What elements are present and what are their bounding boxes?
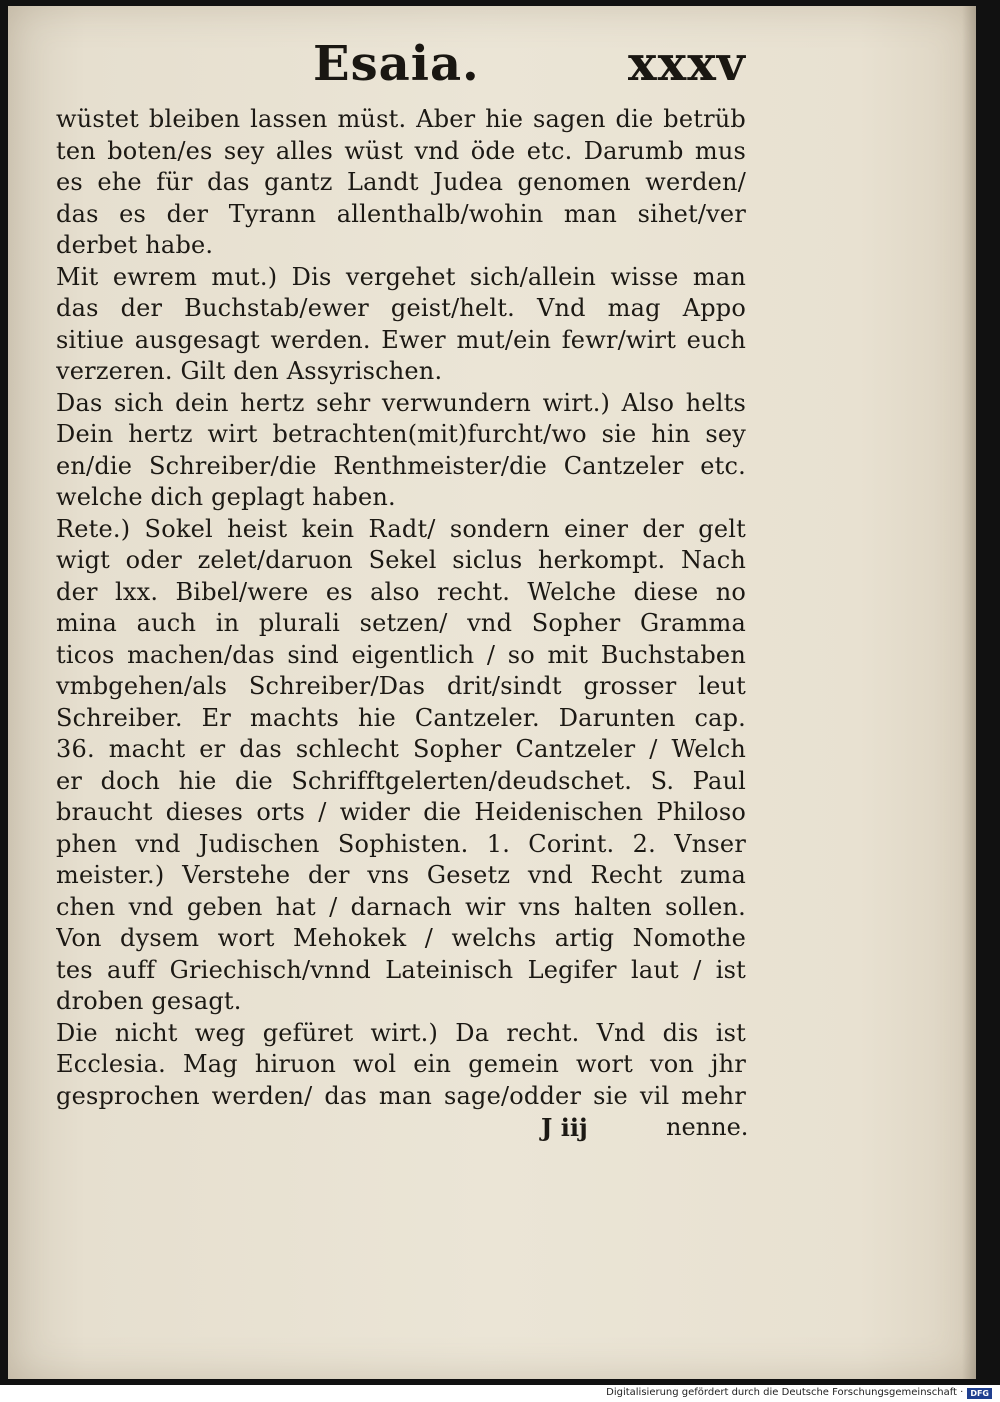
page-edge-shadow [962,6,976,1379]
text-line: das es der Tyrann allenthalb/wohin man sihet/ver [56,199,746,228]
text-line: gesprochen werden/ das man sage/odder sie vil mehr [56,1081,746,1110]
book-page [8,6,976,1379]
text-line: 36. macht er das schlecht Sopher Cantzeler / Welch [56,735,746,763]
text-line: wigt oder zelet/daruon Sekel siclus herkompt. Nach [56,546,746,574]
text-line: Ecclesia. Mag hiruon wol ein gemein wort von jhr [56,1050,746,1078]
text-line: Rete.) Sokel heist kein Radt/ sondern einer der gelt [56,514,746,543]
text-line: Mit ewrem mut.) Dis vergehet sich/allein wisse man [56,262,746,291]
text-line: en/die Schreiber/die Renthmeister/die Cantzeler etc. [56,451,746,480]
text-line: welche dich geplagt haben. [56,483,396,511]
text-line: wüstet bleiben lassen müst. Aber hie sagen die betrüb [56,105,746,133]
catchword: nenne. [666,1113,749,1141]
text-line: er doch hie die Schrifftgelerten/deudschet. S. Paul [56,766,746,795]
text-line: meister.) Verstehe der vns Gesetz vnd Recht zuma [56,861,746,889]
text-line: chen vnd geben hat / darnach wir vns halten sollen. [56,892,746,921]
text-line: Schreiber. Er machts hie Cantzeler. Darunten cap. [56,703,746,732]
text-line: Dein hertz wirt betrachten(mit)furcht/wo sie hin sey [56,420,746,448]
text-line: Die nicht weg gefüret wirt.) Da recht. Vnd dis ist [56,1018,746,1047]
text-line: sitiue ausgesagt werden. Ewer mut/ein fewr/wirt euch [56,325,746,354]
text-line: der lxx. Bibel/were es also recht. Welche diese no [56,577,746,606]
text-line: droben gesagt. [56,987,242,1015]
running-head-title: Esaia. [313,36,480,92]
folio-number: xxxv [628,36,746,92]
text-line: tes auff Griechisch/vnnd Lateinisch Legifer laut / ist [56,955,746,984]
text-line: mina auch in plurali setzen/ vnd Sopher Gramma [56,609,746,637]
text-line: vmbgehen/als Schreiber/Das drit/sindt grosser leut [56,672,746,700]
text-line: derbet habe. [56,231,214,259]
text-line: Von dysem wort Mehokek / welchs artig Nomothe [56,924,746,952]
text-line: ten boten/es sey alles wüst vnd öde etc. Darumb mus [56,136,746,165]
text-line: braucht dieses orts / wider die Heidenischen Philoso [56,798,746,826]
text-line: verzeren. Gilt den Assyrischen. [56,357,443,385]
text-line: es ehe für das gantz Landt Judea genomen werden/ [56,168,746,196]
credit-text: Digitalisierung gefördert durch die Deutsche Forschungsgemeinschaft · [606,1387,964,1398]
text-line: Das sich dein hertz sehr verwundern wirt.) Also helts [56,388,746,417]
text-line: das der Buchstab/ewer geist/helt. Vnd mag Appo [56,294,746,322]
dfg-logo: DFG [967,1388,992,1399]
text-block [56,104,749,1144]
signature-mark: J iij [541,1113,588,1142]
signature-line [56,1112,749,1144]
digitization-credit [606,1386,992,1400]
text-line: phen vnd Judischen Sophisten. 1. Corint. 2. Vnser [56,829,746,858]
text-line: ticos machen/das sind eigentlich / so mit Buchstaben [56,640,746,669]
